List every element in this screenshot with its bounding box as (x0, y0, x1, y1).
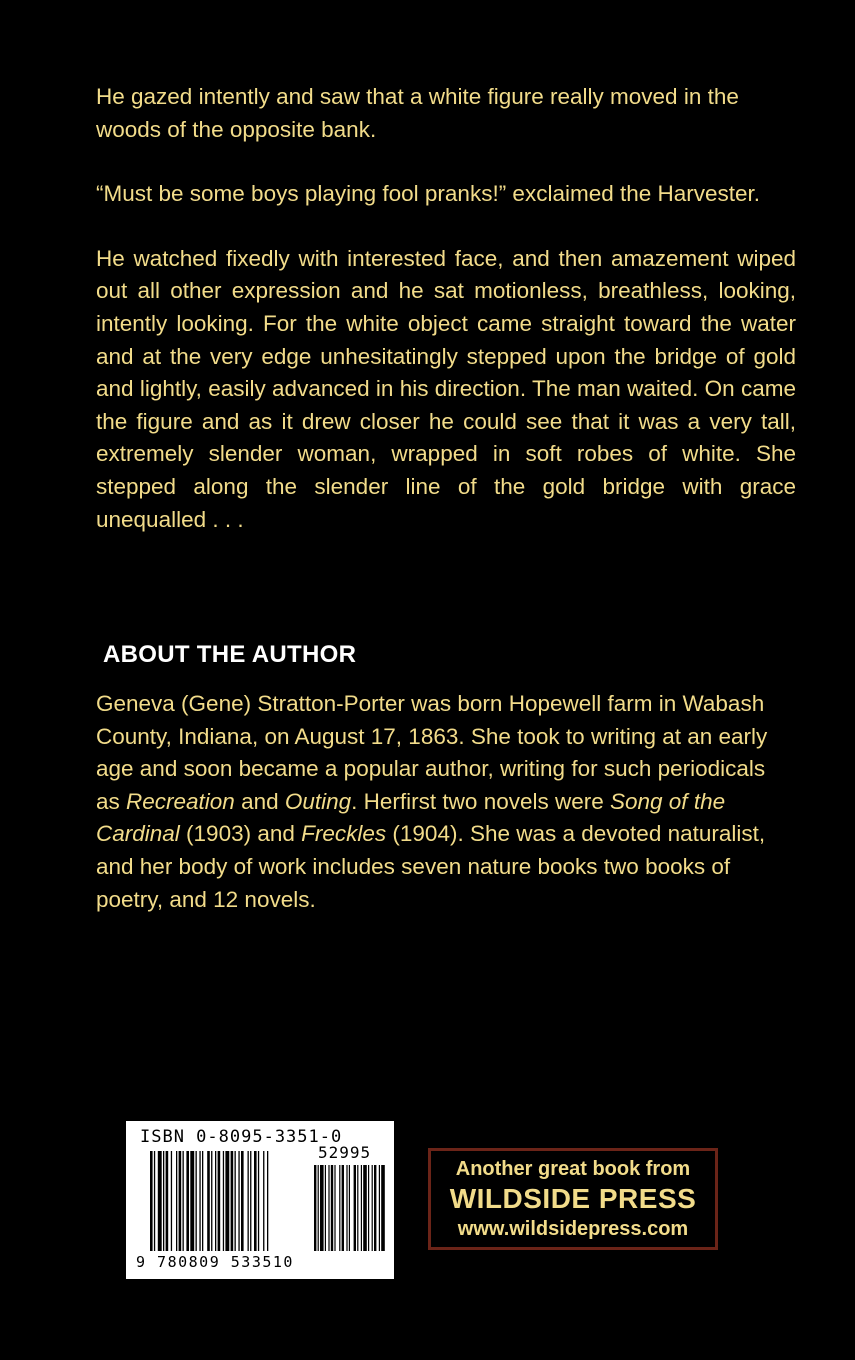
barcode-bar (154, 1151, 155, 1251)
barcode-bar (328, 1165, 329, 1251)
barcode-bar (241, 1151, 244, 1251)
barcode-bar (235, 1151, 236, 1251)
barcode-bar (318, 1165, 319, 1251)
about-text-4: (1904). She was a devoted naturalist, and her body of work includes seven nature books two books of poetry, and 12 novels. (96, 821, 766, 912)
barcode-bar (238, 1151, 239, 1251)
about-text-3: (1903) and (179, 821, 302, 847)
barcode-bar (250, 1151, 251, 1251)
barcode-bar (314, 1165, 316, 1251)
barcode-bar (223, 1151, 224, 1251)
barcode-bar (267, 1151, 268, 1251)
publisher-promo (428, 1148, 718, 1250)
barcode-bar (363, 1165, 367, 1251)
about-author-body (96, 688, 776, 916)
barcode-bar (218, 1151, 221, 1251)
barcode-bar (190, 1151, 194, 1251)
isbn-number: ISBN 0-8095-3351-0 (140, 1127, 343, 1147)
barcode-bar (211, 1151, 212, 1251)
periodical-title-1: Recreation (126, 788, 235, 814)
price-code: 52995 (318, 1143, 372, 1162)
barcode-bar (199, 1151, 200, 1251)
excerpt-paragraph-1: He gazed intently and saw that a white figure really moved in the woods of the opposite bank. (96, 84, 739, 142)
about-author-paragraph (96, 688, 776, 916)
barcode-bar (163, 1151, 164, 1251)
barcode-bar (202, 1151, 203, 1251)
barcode-bar (374, 1165, 376, 1251)
barcode-bar (176, 1151, 177, 1251)
barcode-bar (258, 1151, 259, 1251)
barcode-bar (325, 1165, 326, 1251)
periodical-title-2: Outing (284, 788, 352, 814)
barcode-bar (357, 1165, 358, 1251)
barcode-bar (225, 1151, 229, 1251)
barcode-bar (254, 1151, 257, 1251)
promo-line-1: Another great book from (455, 1158, 691, 1180)
barcode-bar (381, 1165, 385, 1251)
barcode-bar (372, 1165, 373, 1251)
publisher-website: www.wildsidepress.com (457, 1218, 689, 1240)
barcode-bar (158, 1151, 162, 1251)
barcode-bar (368, 1165, 369, 1251)
about-text-2: . Herfirst two novels were (351, 788, 610, 814)
ean-number: 9 780809 533510 (136, 1253, 294, 1271)
barcode-bar (331, 1165, 333, 1251)
barcode-bar (346, 1165, 347, 1251)
barcode-bar (171, 1151, 172, 1251)
barcode-bar (248, 1151, 249, 1251)
barcode-bar (361, 1165, 362, 1251)
about-author-heading: ABOUT THE AUTHOR (103, 641, 357, 668)
publisher-name: WILDSIDE PRESS (449, 1183, 697, 1214)
barcode-bar (320, 1165, 324, 1251)
excerpt-paragraph-2: “Must be some boys playing fool pranks!” exclaimed the Harvester. (96, 181, 761, 207)
isbn-barcode (126, 1121, 394, 1279)
about-text-and: and (234, 788, 285, 814)
barcode-bar (215, 1151, 216, 1251)
barcode-bar (231, 1151, 234, 1251)
barcode-bar (263, 1151, 264, 1251)
barcode-bar (179, 1151, 182, 1251)
barcode-bar (379, 1165, 380, 1251)
barcode-bar (150, 1151, 153, 1251)
barcode-bar (186, 1151, 189, 1251)
barcode-bar (339, 1165, 340, 1251)
novel-title-2: Freckles (301, 821, 387, 847)
excerpt (96, 81, 796, 536)
novel-title-1: Song of the Cardinal (96, 788, 726, 847)
barcode-bar (354, 1165, 356, 1251)
barcode-bar (342, 1165, 344, 1251)
excerpt-paragraph-3: He watched fixedly with interested face, and then amazement wiped out all other expression and he sat motionless, breathless, looking, intently looking. For the white object came straight toward the water and at the very edge unhesitatingly stepped upon the bridge of gold and lightly, easily advanced in his direction. The man waited. On came the figure and as it drew closer he could see that it was a very tall, extremely slender woman, wrapped in soft robes of white. She stepped along the slender line of the gold bridge with grace unequalled . . . (96, 245, 796, 532)
barcode-bar (334, 1165, 335, 1251)
barcode-bar (349, 1165, 350, 1251)
barcode-bar (166, 1151, 169, 1251)
barcode-bar (196, 1151, 197, 1251)
about-text-1: Geneva (Gene) Stratton-Porter was born Hopewell farm in Wabash County, Indiana, on August 17, 1863. She took to writing at an early age and soon became a popular author, writing for such periodicals as (96, 691, 768, 814)
barcode-bar (207, 1151, 210, 1251)
barcode-bar (183, 1151, 184, 1251)
